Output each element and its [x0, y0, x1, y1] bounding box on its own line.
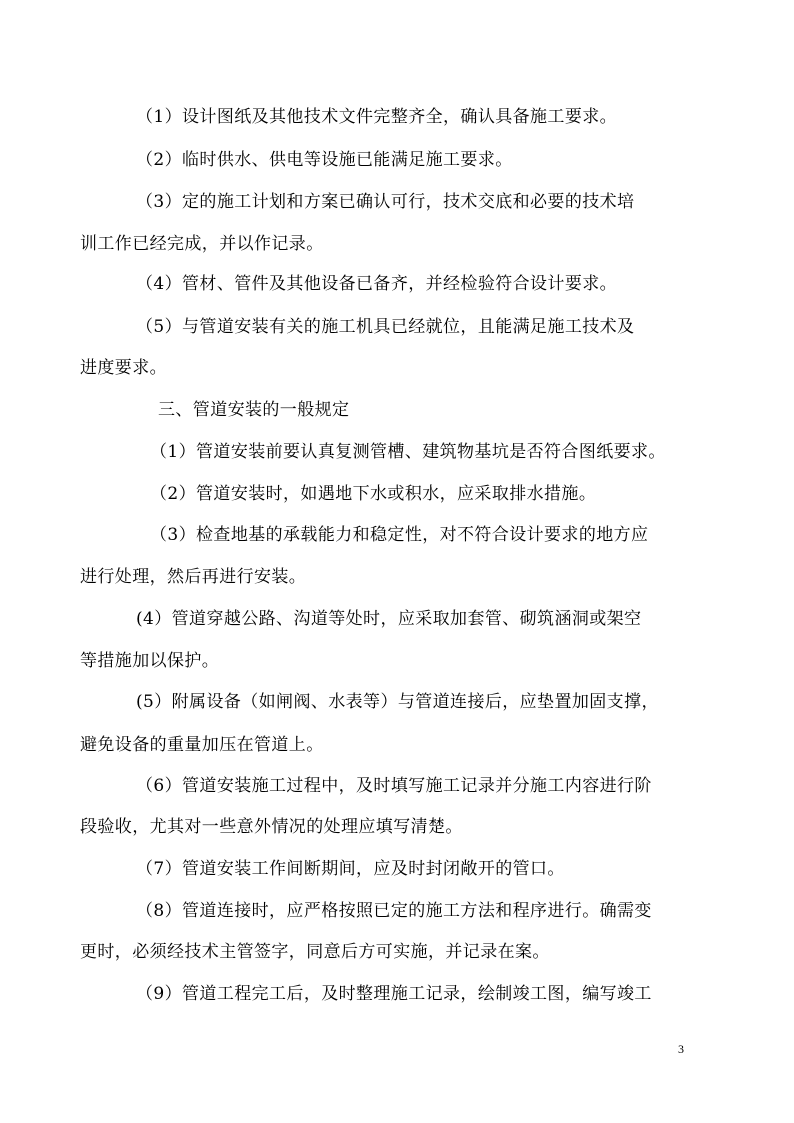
text-line: (5）附属设备（如闸阀、水表等）与管道连接后，应垫置加固支撑，	[136, 692, 659, 712]
text-line: 进度要求。	[80, 358, 167, 378]
text-line: 更时，必须经技术主管签字，同意后方可实施，并记录在案。	[80, 942, 550, 962]
section-heading: 三、管道安装的一般规定	[158, 400, 350, 420]
text-line: （4）管材、管件及其他设备已备齐，并经检验符合设计要求。	[136, 274, 618, 294]
page-number: 3	[678, 1042, 684, 1056]
text-line: （8）管道连接时，应严格按照已定的施工方法和程序进行。确需变	[136, 901, 652, 921]
text-line: （3）定的施工计划和方案已确认可行，技术交底和必要的技术培	[136, 192, 635, 212]
text-line: （7）管道安装工作间断期间，应及时封闭敞开的管口。	[136, 859, 565, 879]
text-line: 进行处理，然后再进行安装。	[80, 567, 307, 587]
text-line: 段验收，尤其对一些意外情况的处理应填写清楚。	[80, 817, 463, 837]
text-line: 避免设备的重量加压在管道上。	[80, 735, 324, 755]
text-line: （2）临时供水、供电等设施已能满足施工要求。	[136, 150, 513, 170]
text-line: （3）检查地基的承载能力和稳定性，对不符合设计要求的地方应	[150, 525, 649, 545]
text-line: 等措施加以保护。	[80, 651, 220, 671]
text-line: （1）设计图纸及其他技术文件完整齐全，确认具备施工要求。	[136, 107, 618, 127]
text-line: （2）管道安装时，如遇地下水或积水，应采取排水措施。	[150, 484, 597, 504]
text-line: (4）管道穿越公路、沟道等处时，应采取加套管、砌筑涵洞或架空	[136, 609, 642, 629]
text-line: （9）管道工程完工后，及时整理施工记录，绘制竣工图，编写竣工	[136, 984, 652, 1004]
text-line: （6）管道安装施工过程中，及时填写施工记录并分施工内容进行阶	[136, 776, 652, 796]
text-line: （1）管道安装前要认真复测管槽、建筑物基坑是否符合图纸要求。	[150, 442, 666, 462]
text-line: 训工作已经完成，并以作记录。	[80, 234, 324, 254]
text-line: （5）与管道安装有关的施工机具已经就位，且能满足施工技术及	[136, 317, 635, 337]
